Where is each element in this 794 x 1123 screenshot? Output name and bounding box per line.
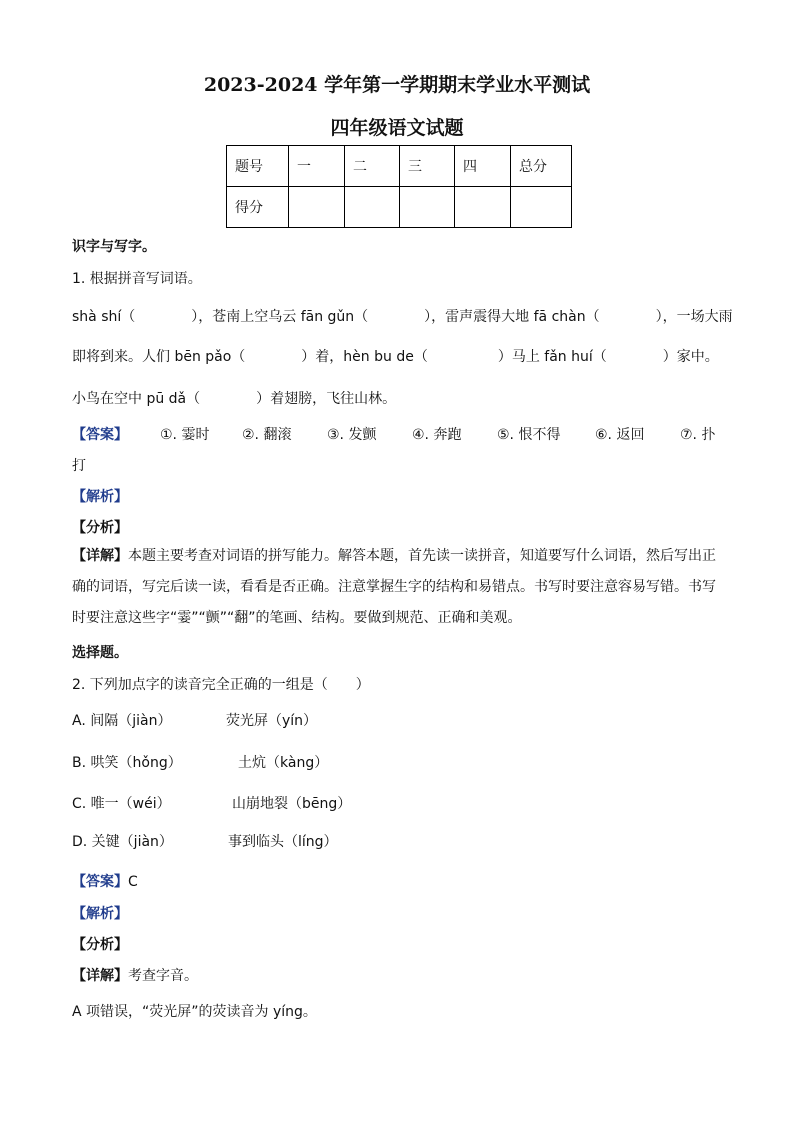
option-b-word-2: 土炕（kàng）	[238, 755, 329, 771]
answer-item: ④. 奔跑	[412, 427, 462, 443]
answer-item: ⑥. 返回	[595, 427, 645, 443]
detail-text: 考查字音。	[128, 968, 198, 984]
answer-2-line	[72, 871, 138, 891]
detail-line	[72, 965, 198, 985]
section-heading-1: 识字与写字。	[72, 239, 156, 255]
option-c-word-2: 山崩地裂（bēng）	[232, 796, 352, 812]
score-cell: 得分	[227, 187, 289, 228]
score-cell: 二	[345, 146, 400, 187]
option-a: A. 间隔（jiàn）	[72, 713, 172, 729]
score-cell: 三	[400, 146, 455, 187]
score-table	[226, 145, 572, 228]
document-title: 2023-2024 学年第一学期期末学业水平测试	[203, 74, 591, 96]
question-1-line-2: 即将到来。人们 bēn pǎo（ ）着，hèn bu de（ ）马上 fǎn huí（ ）家中。	[72, 349, 719, 365]
score-cell: 总分	[511, 146, 572, 187]
detail-tag: 【详解】	[72, 548, 128, 564]
score-cell: 题号	[227, 146, 289, 187]
score-input-cell	[289, 187, 345, 228]
fenxi-tag: 【分析】	[72, 937, 128, 953]
answer-item-wrap: 打	[72, 458, 86, 474]
score-input-cell	[511, 187, 572, 228]
option-c: C. 唯一（wéi）	[72, 796, 171, 812]
option-a-word-2: 荧光屏（yín）	[226, 713, 318, 729]
score-cell: 一	[289, 146, 345, 187]
option-b: B. 哄笑（hǒng）	[72, 755, 182, 771]
document-subtitle: 四年级语文试题	[330, 117, 464, 139]
answer-item: ①. 霎时	[160, 427, 210, 443]
question-1-prompt: 1. 根据拼音写词语。	[72, 271, 202, 287]
score-table-header-row	[227, 146, 572, 187]
section-heading-2: 选择题。	[72, 645, 128, 661]
answer-value: C	[128, 874, 138, 890]
answer-item: ⑤. 恨不得	[497, 427, 561, 443]
score-input-cell	[455, 187, 511, 228]
score-input-cell	[345, 187, 400, 228]
answer-item: ②. 翻滚	[242, 427, 292, 443]
answer-tag: 【答案】	[72, 427, 128, 443]
fenxi-tag: 【分析】	[72, 520, 128, 536]
answer-item: ③. 发颤	[327, 427, 377, 443]
option-d: D. 关键（jiàn）	[72, 834, 173, 850]
analysis-tag: 【解析】	[72, 906, 128, 922]
detail-tag: 【详解】	[72, 968, 128, 984]
answer-item: ⑦. 扑	[680, 427, 716, 443]
detail-paragraph	[72, 541, 722, 634]
question-2-prompt: 2. 下列加点字的读音完全正确的一组是（ ）	[72, 677, 370, 693]
detail-note: A 项错误，“荧光屏”的荧读音为 yíng。	[72, 1004, 317, 1020]
question-1-line-3: 小鸟在空中 pū dǎ（ ）着翅膀，飞往山林。	[72, 391, 397, 407]
analysis-tag: 【解析】	[72, 489, 128, 505]
answer-tag: 【答案】	[72, 874, 128, 890]
detail-text: 本题主要考查对词语的拼写能力。解答本题，首先读一读拼音，知道要写什么词语，然后写出正确的词语，写完后读一读，看看是否正确。注意掌握生字的结构和易错点。书写时要注意容易写错。书写时要注意这些字“霎”“颤”“翻”的笔画、结构。要做到规范、正确和美观。	[72, 548, 716, 626]
question-1-line-1: shà shí（ ），苍南上空乌云 fān gǔn（ ），雷声震得大地 fā chàn（ ），一场大雨	[72, 309, 733, 325]
score-cell: 四	[455, 146, 511, 187]
score-table-score-row	[227, 187, 572, 228]
option-d-word-2: 事到临头（líng）	[228, 834, 338, 850]
score-input-cell	[400, 187, 455, 228]
